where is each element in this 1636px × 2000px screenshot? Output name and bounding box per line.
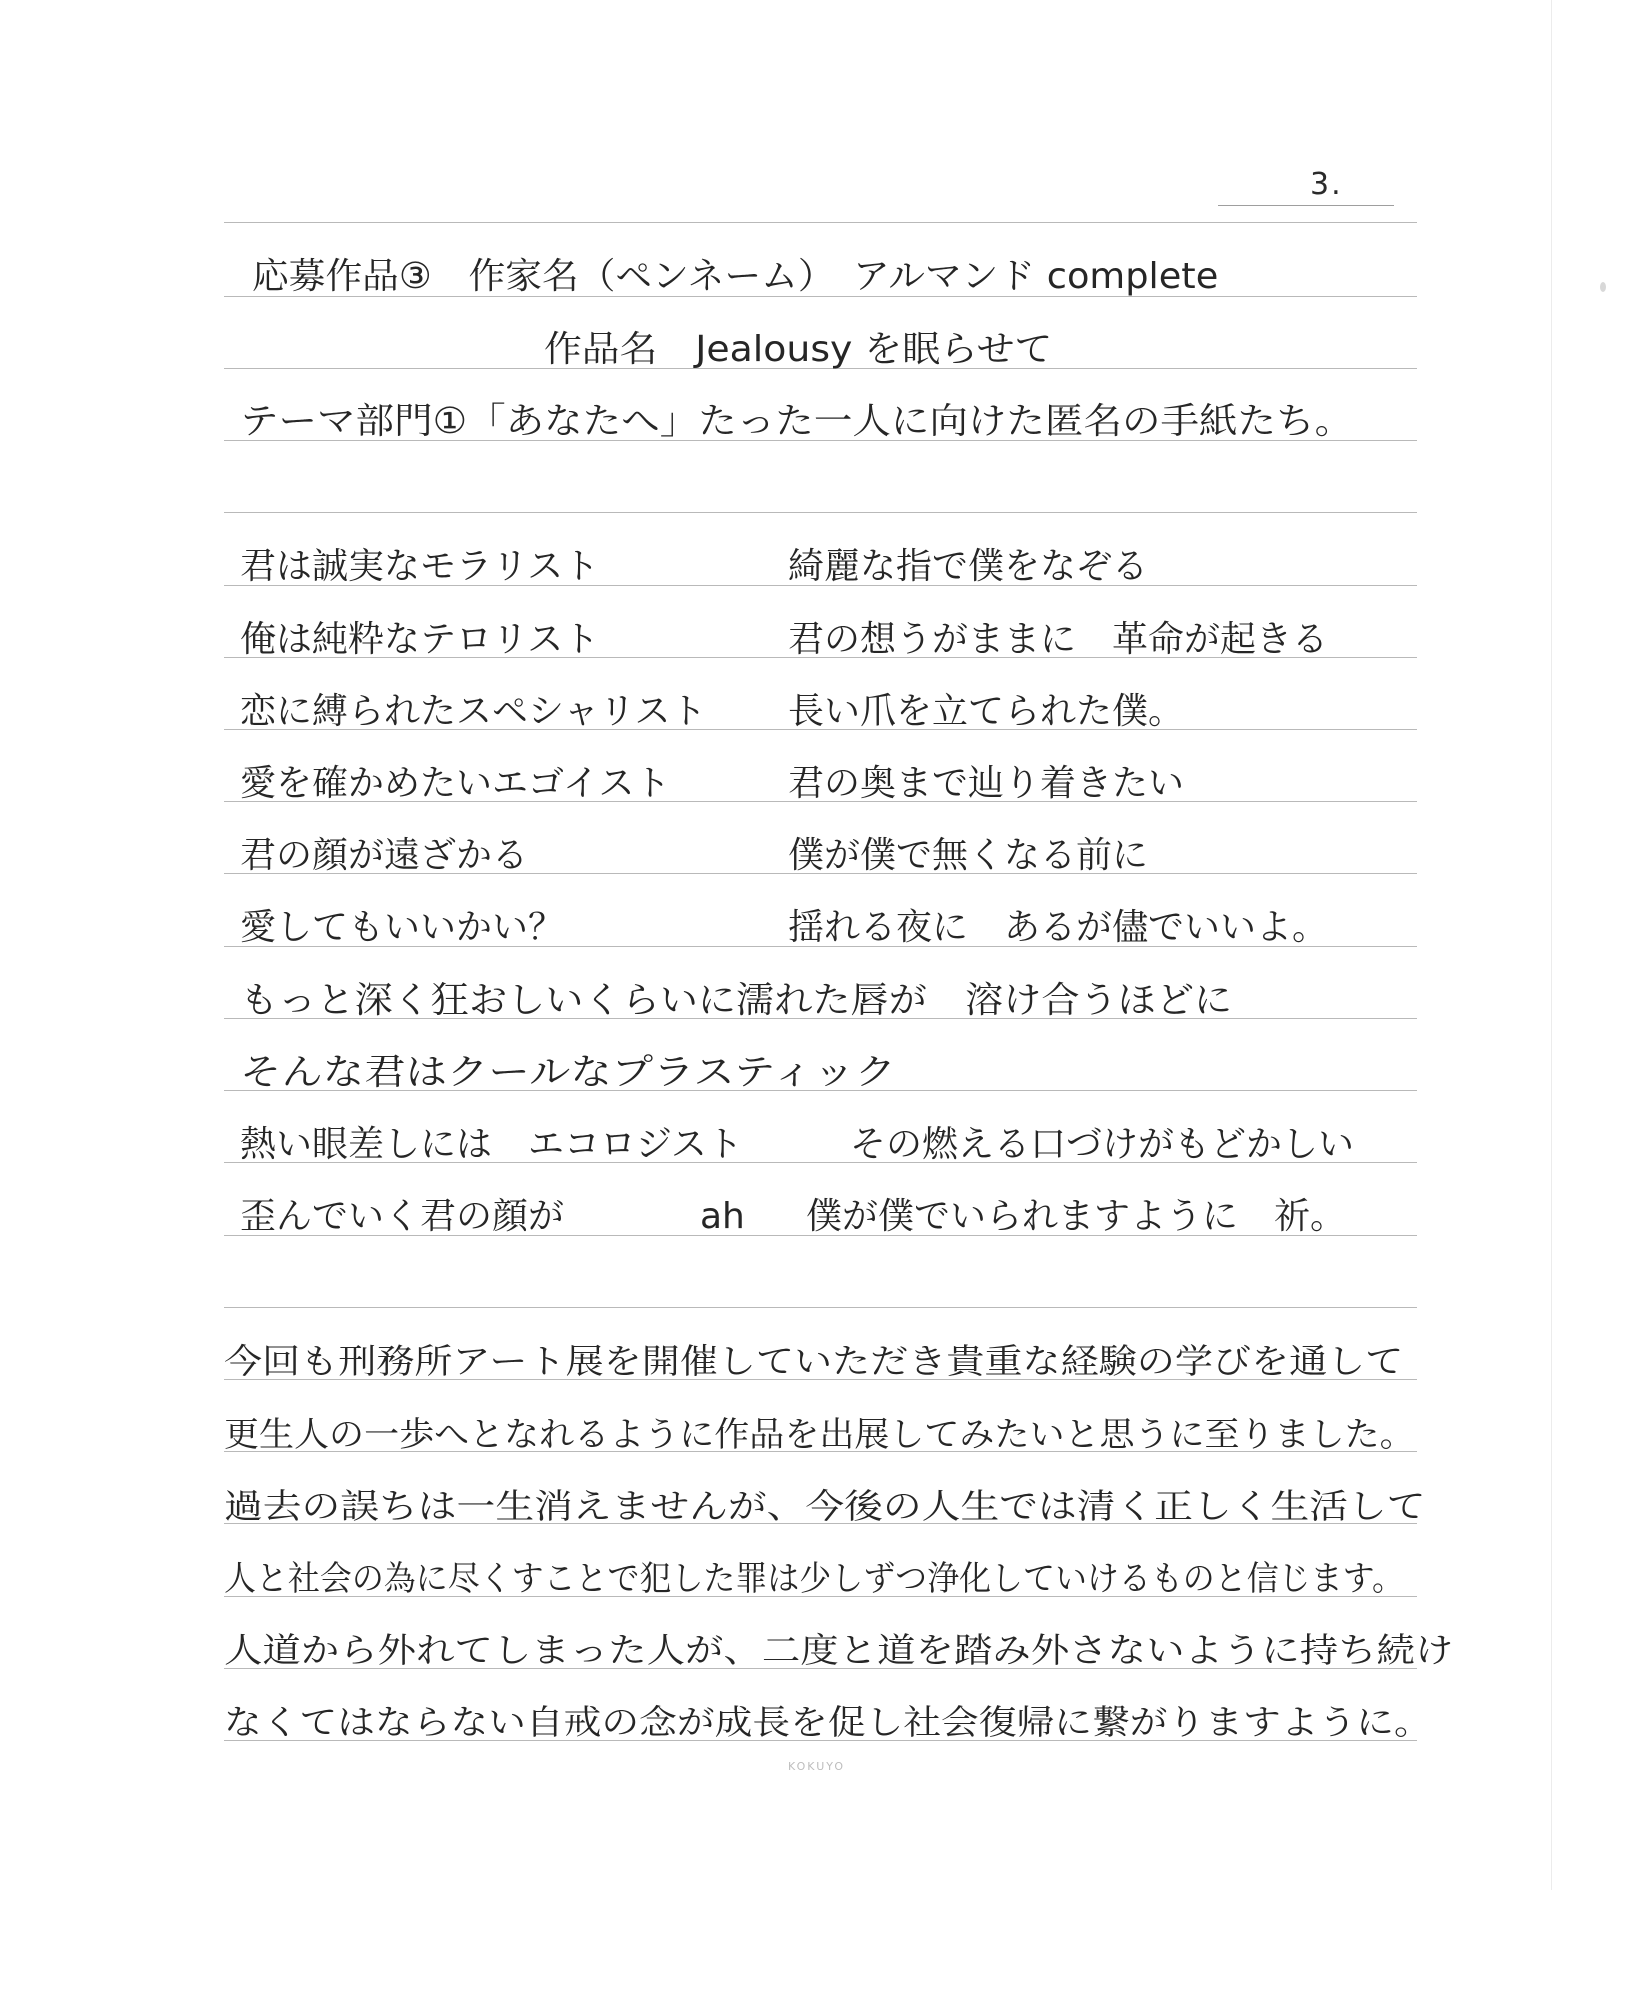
brand-mark: KOKUYO bbox=[788, 1760, 846, 1773]
poem-line-right: 僕が僕でいられますように 祈。 bbox=[806, 1196, 1347, 1237]
poem-line-left: 君は誠実なモラリスト bbox=[240, 546, 600, 587]
statement-line: 人道から外れてしまった人が、二度と道を踏み外さないように持ち続け bbox=[224, 1631, 1454, 1671]
poem-line-left: 俺は純粋なテロリスト bbox=[240, 619, 600, 660]
poem-line-right: 長い爪を立てられた僕。 bbox=[788, 691, 1185, 732]
statement-line: 過去の誤ちは一生消えませんが、今後の人生では清く正しく生活して bbox=[224, 1487, 1426, 1527]
statement-line: なくてはならない自戒の念が成長を促し社会復帰に繋がりますように。 bbox=[224, 1703, 1432, 1743]
header-theme-line: テーマ部門①「あなたへ」たった一人に向けた匿名の手紙たち。 bbox=[240, 401, 1354, 442]
page-number-underline bbox=[1218, 205, 1394, 206]
poem-line-left: 恋に縛られたスペシャリスト bbox=[240, 691, 707, 732]
ruled-line bbox=[224, 1307, 1417, 1308]
poem-line-right: 君の想うがままに 革命が起きる bbox=[788, 619, 1329, 660]
poem-line-right: 君の奥まで辿り着きたい bbox=[788, 763, 1185, 804]
poem-line-left: 熱い眼差しには エコロジスト bbox=[240, 1124, 743, 1165]
ruled-line bbox=[224, 222, 1417, 223]
poem-line-left: 愛してもいいかい？ bbox=[240, 907, 565, 948]
header-title-line: 作品名 Jealousy を眠らせて bbox=[544, 329, 1053, 370]
poem-line-right: 綺麗な指で僕をなぞる bbox=[788, 546, 1149, 587]
poem-line-left: 歪んでいく君の顔が bbox=[240, 1196, 565, 1237]
poem-line-right: 揺れる夜に あるが儘でいいよ。 bbox=[788, 907, 1329, 948]
scan-speck bbox=[1600, 282, 1606, 292]
poem-line-right: 僕が僕で無くなる前に bbox=[788, 835, 1149, 876]
poem-line-right: その燃える口づけがもどかしい bbox=[850, 1124, 1355, 1165]
poem-line-full: そんな君はクールなプラスティック bbox=[240, 1052, 897, 1093]
poem-line-mid: ah bbox=[700, 1196, 745, 1237]
poem-line-full: もっと深く狂おしいくらいに濡れた唇が 溶け合うほどに bbox=[240, 980, 1233, 1021]
header-entry-line: 応募作品③ 作家名（ペンネーム） アルマンド complete bbox=[252, 256, 1219, 297]
poem-line-left: 君の顔が遠ざかる bbox=[240, 835, 529, 876]
statement-line: 更生人の一歩へとなれるように作品を出展してみたいと思うに至りました。 bbox=[224, 1415, 1415, 1455]
statement-line: 今回も刑務所アート展を開催していただき貴重な経験の学びを通して bbox=[224, 1342, 1404, 1382]
ruled-line bbox=[224, 512, 1417, 513]
statement-line: 人と社会の為に尽くすことで犯した罪は少しずつ浄化していけるものと信じます。 bbox=[224, 1559, 1404, 1599]
page-number: 3. bbox=[1310, 167, 1343, 202]
poem-line-left: 愛を確かめたいエゴイスト bbox=[240, 763, 671, 804]
